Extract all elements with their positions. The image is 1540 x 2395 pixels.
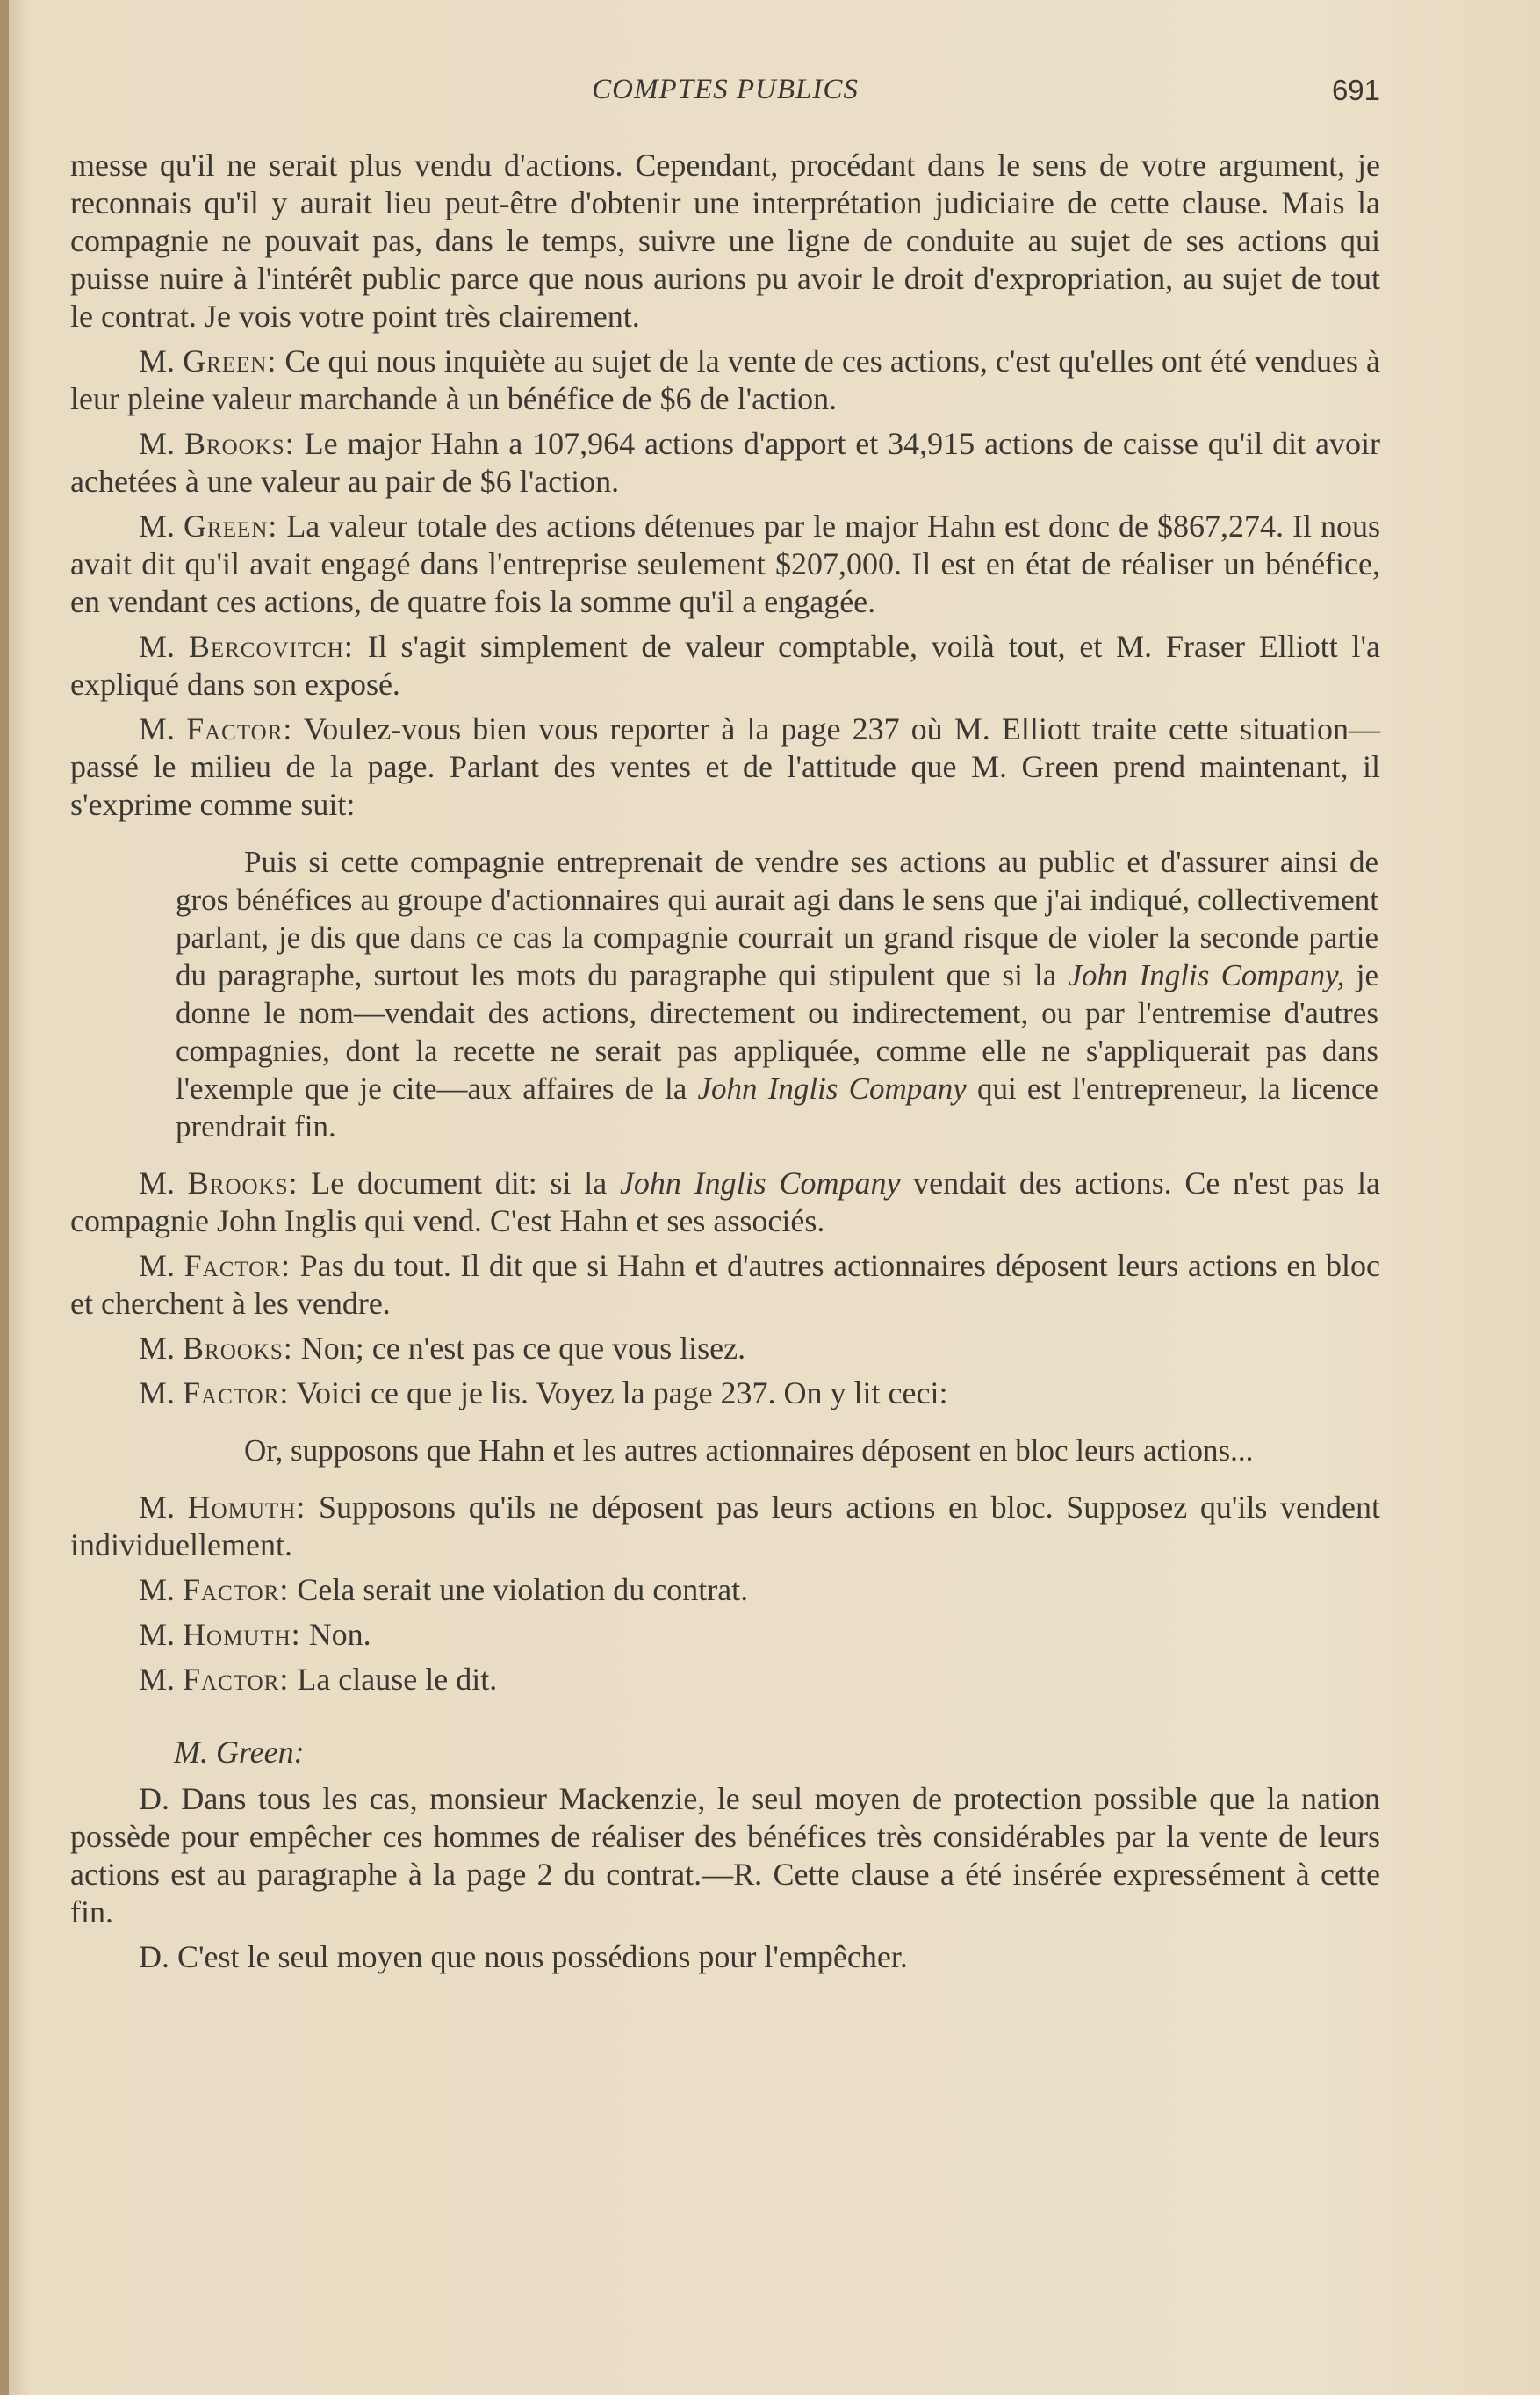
speaker-paragraph: M. Factor: Voulez-vous bien vous reporter à la page 237 où M. Elliott traite cette situation—passé le milieu de la page. Parlant des ventes et de l'attitude que M. Green prend maintenant, il s'exprime comme suit:: [70, 711, 1381, 822]
speaker-paragraph: M. Brooks: Non; ce n'est pas ce que vous lisez.: [139, 1331, 746, 1366]
speaker-name: Homuth:: [183, 1617, 301, 1652]
speaker-name: Factor:: [184, 1248, 291, 1283]
paragraph: messe qu'il ne serait plus vendu d'actions. Cependant, procédant dans le sens de votre argument, je reconnais qu'il y aurait lieu peut-être d'obtenir une interprétation judiciaire de cette clause. Mais la compagnie ne pouvait pas, dans le temps, suivre une ligne de conduite au sujet de ses actions qui puisse nuire à l'intérêt public parce que nous aurions pu avoir le droit d'expropriation, au sujet de tout le contrat. Je vois votre point très clairement.: [70, 148, 1380, 334]
speaker-name: Brooks:: [183, 1331, 293, 1366]
speaker-name: Brooks:: [184, 426, 295, 461]
speaker-paragraph: M. Brooks: Le document dit: si la John Inglis Company vendait des actions. Ce n'est pas la compagnie John Inglis qui vend. C'est Hahn et ses associés.: [70, 1165, 1381, 1238]
block-quote: Puis si cette compagnie entreprenait de vendre ses actions au public et d'assurer ainsi de gros bénéfices au groupe d'actionnaires qui aurait agi dans le sens que j'ai indiqué, collectivement parlant, je dis que dans ce cas la compagnie courrait un grand risque de violer la seconde partie du paragraphe, surtout les mots du paragraphe qui stipulent que si la John Inglis Company, je donne le nom—vendait des actions, directement ou indirectement, ou par l'entremise d'autres compagnies, dont la recette ne serait pas appliquée, comme elle ne s'appliquerait pas dans l'exemple que je cite—aux affaires de la John Inglis Company qui est l'entrepreneur, la licence prendrait fin.: [176, 845, 1378, 1143]
speaker-name: Brooks:: [187, 1165, 299, 1201]
page-header: [70, 74, 1380, 118]
running-title: COMPTES PUBLICS: [592, 74, 859, 105]
speaker-name: Factor:: [186, 711, 293, 747]
question-answer-paragraph: D. Dans tous les cas, monsieur Mackenzie, le seul moyen de protection possible que la nation possède pour empêcher ces hommes de réaliser des bénéfices très considérables par la vente de leurs actions est au paragraphe à la page 2 du contrat.—R. Cette clause a été insérée expressément à cette fin.: [70, 1781, 1380, 1930]
speaker-name: Green:: [184, 509, 278, 544]
page-number: 691: [1331, 74, 1380, 106]
speaker-name: Factor:: [183, 1572, 290, 1607]
speaker-paragraph: M. Factor: Voici ce que je lis. Voyez la page 237. On y lit ceci:: [139, 1375, 948, 1410]
page-body: [70, 147, 1380, 1983]
block-quote: Or, supposons que Hahn et les autres actionnaires déposent en bloc leurs actions...: [244, 1433, 1254, 1468]
speaker-name: Factor:: [183, 1662, 290, 1697]
speaker-paragraph: M. Green: La valeur totale des actions détenues par le major Hahn est donc de $867,274. Il nous avait dit qu'il avait engagé dans l'entreprise seulement $207,000. Il est en état de réaliser un bénéfice, en vendant ces actions, de quatre fois la somme qu'il a engagée.: [70, 509, 1380, 619]
speaker-paragraph: M. Factor: Cela serait une violation du contrat.: [139, 1572, 749, 1607]
speaker-paragraph: M. Bercovitch: Il s'agit simplement de valeur comptable, voilà tout, et M. Fraser Elliott l'a expliqué dans son exposé.: [70, 629, 1381, 702]
speaker-paragraph: M. Factor: Pas du tout. Il dit que si Hahn et d'autres actionnaires déposent leurs actions en bloc et cherchent à les vendre.: [70, 1248, 1380, 1321]
speaker-paragraph: M. Homuth: Supposons qu'ils ne déposent pas leurs actions en bloc. Supposez qu'ils vendent individuellement.: [70, 1490, 1380, 1562]
examination-heading: M. Green:: [174, 1735, 305, 1770]
question-paragraph: D. C'est le seul moyen que nous possédions pour l'empêcher.: [139, 1939, 908, 1974]
speaker-paragraph: M. Brooks: Le major Hahn a 107,964 actions d'apport et 34,915 actions de caisse qu'il dit avoir achetées à une valeur au pair de $6 l'action.: [70, 426, 1381, 499]
speaker-name: Factor:: [183, 1375, 290, 1410]
speaker-name: Green:: [183, 343, 277, 379]
speaker-name: Bercovitch:: [188, 629, 354, 664]
speaker-paragraph: M. Factor: La clause le dit.: [139, 1662, 498, 1697]
speaker-paragraph: M. Homuth: Non.: [139, 1617, 371, 1652]
speaker-name: Homuth:: [187, 1490, 306, 1525]
page-spine-edge: [0, 0, 9, 2395]
speaker-paragraph: M. Green: Ce qui nous inquiète au sujet de la vente de ces actions, c'est qu'elles ont été vendues à leur pleine valeur marchande à un bénéfice de $6 de l'action.: [70, 343, 1380, 416]
